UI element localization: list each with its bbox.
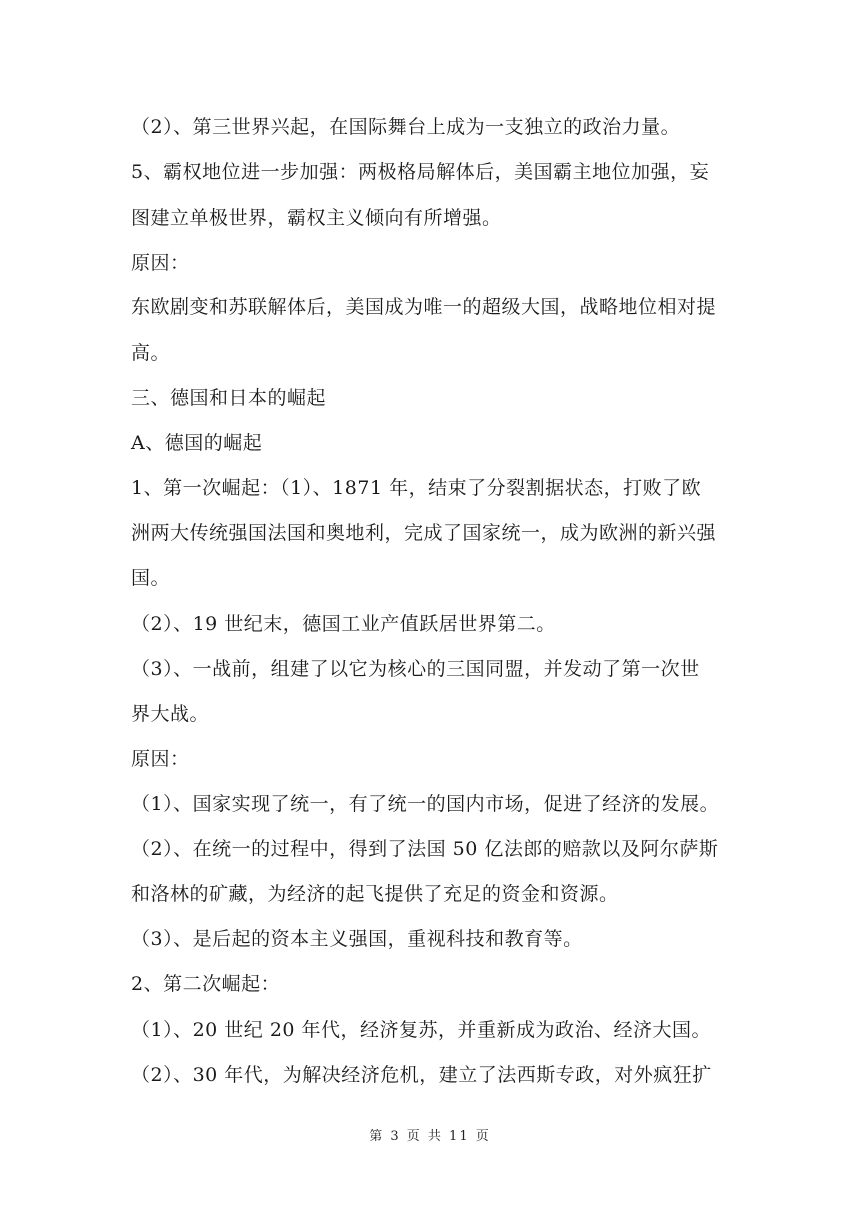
text-line: （3）、是后起的资本主义强国，重视科技和教育等。 [131,928,583,950]
text-line: （1）、国家实现了统一，有了统一的国内市场，促进了经济的发展。 [131,793,720,815]
text-line: 1、第一次崛起：（1）、1871 年，结束了分裂割据状态，打败了欧 [131,477,702,499]
text-line: 界大战。 [131,703,210,725]
text-line: 洲两大传统强国法国和奥地利，完成了国家统一，成为欧洲的新兴强 [131,522,717,544]
text-line: 2、第二次崛起： [131,973,281,995]
text-line: 5、霸权地位进一步加强：两极格局解体后，美国霸主地位加强，妄 [131,161,710,183]
page-number-footer: 第 3 页 共 11 页 [369,1129,491,1144]
text-line: 高。 [131,342,171,364]
text-line: 国。 [131,567,171,589]
text-line: （2）、第三世界兴起，在国际舞台上成为一支独立的政治力量。 [131,116,681,138]
text-line: 原因： [131,748,190,770]
text-line: 原因： [131,252,190,274]
text-line: （2）、30 年代，为解决经济危机，建立了法西斯专政，对外疯狂扩 [131,1064,712,1086]
text-line: 和洛林的矿藏，为经济的起飞提供了充足的资金和资源。 [131,883,619,905]
subsection-heading: A、德国的崛起 [131,432,263,454]
text-line: 图建立单极世界，霸权主义倾向有所增强。 [131,207,502,229]
text-line: （3）、一战前，组建了以它为核心的三国同盟，并发动了第一次世 [131,658,700,680]
text-line: （1）、20 世纪 20 年代，经济复苏，并重新成为政治、经济大国。 [131,1019,712,1041]
text-line: （2）、在统一的过程中，得到了法国 50 亿法郎的赔款以及阿尔萨斯 [131,838,719,860]
text-line: 东欧剧变和苏联解体后，美国成为唯一的超级大国，战略地位相对提 [131,296,717,318]
section-heading: 三、德国和日本的崛起 [131,387,327,409]
text-line: （2）、19 世纪末，德国工业产值跃居世界第二。 [131,613,556,635]
